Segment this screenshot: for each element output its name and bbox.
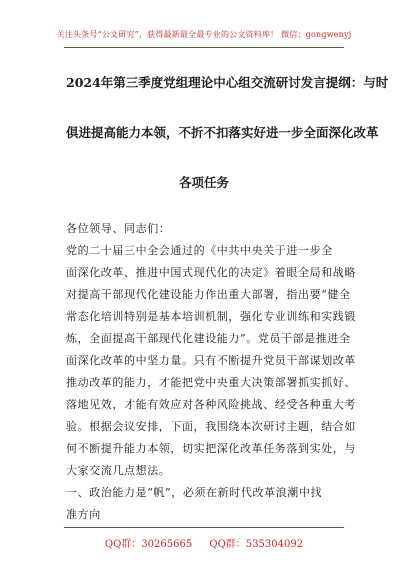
section-heading-line: 准方向	[66, 508, 101, 521]
body-line: 推动改革的能力，才能把党中央重大决策部署抓实抓好、	[66, 376, 356, 389]
document-title-line-1: 2024年第三季度党组理论中心组交流研讨发言提纲：与时	[66, 75, 389, 90]
section-heading-line: 一、政治能力是“帆”，必须在新时代改革浪潮中找	[66, 486, 323, 499]
body-line: 大家交流几点想法。	[66, 464, 171, 477]
document-title-line-2: 俱进提高能力本领，不折不扣落实好进一步全面深化改革	[66, 125, 379, 140]
footer-divider	[64, 527, 344, 528]
body-line: 对提高干部现代化建设能力作出重大部署，指出要“健全	[66, 288, 351, 301]
header-banner: 关注头条号“公文研究”，获得最新最全最专业的公文资料库！ 微信：gongwenyj	[56, 30, 352, 39]
body-line: 面深化改革、推进中国式现代化的决定》着眼全局和战略	[66, 266, 356, 279]
footer-qq-group-1: QQ群：30265665	[104, 539, 193, 550]
body-line: 何不断提升能力本领，切实把深化改革任务落到实处，与	[66, 442, 356, 455]
footer-banner	[0, 535, 408, 550]
body-line: 各位领导、同志们：	[66, 222, 171, 235]
body-line: 落地见效，才能有效应对各种风险挑战、经受各种重大考	[66, 398, 356, 411]
body-line: 面深化改革的中坚力量。只有不断提升党员干部谋划改革	[66, 354, 356, 367]
body-line: 常态化培训特别是基本培训机制，强化专业训练和实践锻	[66, 310, 356, 323]
body-line: 党的二十届三中全会通过的《中共中央关于进一步全	[66, 244, 333, 257]
body-line: 炼，全面提高干部现代化建设能力”。党员干部是推进全	[66, 332, 351, 345]
document-title-line-3: 各项任务	[178, 175, 229, 190]
footer-qq-group-2: QQ群：535304092	[209, 539, 304, 550]
body-line: 验。根据会议安排，下面，我围绕本次研讨主题，结合如	[66, 420, 356, 433]
header-divider	[64, 47, 344, 48]
